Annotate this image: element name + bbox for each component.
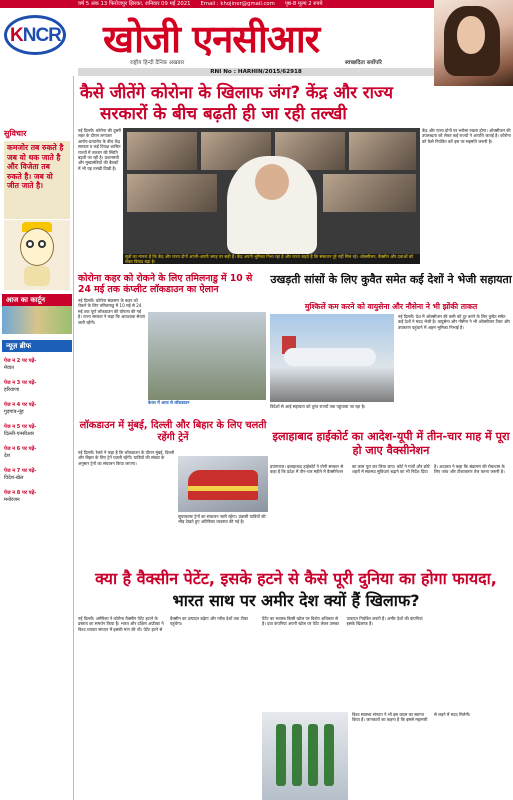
story4-body-b: सुपरफास्ट ट्रेनों का संचालन जारी रहेगा। प्रवासी यात्रियों की भीड़ देखते हुए अतिरिक्त व्यवस्था की गई है।	[178, 514, 266, 525]
vaccine-photo	[262, 712, 348, 800]
news-brief-item	[4, 380, 70, 394]
news-brief-item	[4, 402, 70, 416]
news-brief-item-head: पेज न 4 पर पढ़ें-	[4, 402, 37, 408]
story6-body-b: पेटेंट का मतलब किसी खोज पर विशेष अधिकार से है। दवा कंपनियां अपनी खोज पर पेटेंट लेकर उसका उत्पादन नियंत्रित करती हैं। अमीर देशों की कंपनियां इसके खिलाफ हैं।	[262, 616, 423, 627]
story2-body: नई दिल्ली। कोरोना संक्रमण के कहर को रोकने के लिए तमिलनाडु में 10 मई से 24 मई तक पूर्ण लॉकडाउन की घोषणा की गई है। राज्य सरकार ने कहा कि आवश्यक सेवाएं जारी रहेंगी।	[78, 298, 146, 325]
news-brief-item	[4, 446, 70, 460]
lead-headline-1: कैसे जीतेंगे कोरोना के खिलाफ जंग? केंद्र और राज्य	[80, 83, 393, 102]
aaj-cartoon-title: आज का कार्टून	[2, 294, 72, 306]
story2-photo	[148, 312, 266, 400]
news-brief-item-head: पेज न 6 पर पढ़ें-	[4, 446, 37, 452]
story6-body-c: विश्व स्वास्थ्य संगठन ने भी इस कदम का स्वागत किया है। जानकारों का कहना है कि इससे महामारी से लड़ने में मदद मिलेगी।	[352, 712, 471, 723]
tagline-right: स्वच्छदिता सर्वोपरि	[345, 60, 382, 66]
story2-headline: कोरोना कहर को रोकने के लिए तमिलनाडु में 10 से 24 मई तक कंप्लीट लॉकडाउन का ऐलान	[78, 273, 253, 295]
news-brief-item-section: दिल्ली-एनसीआर	[4, 431, 35, 437]
lead-photo	[123, 128, 420, 254]
story6-headline-2: भारत साथ पर अमीर देश क्यों हैं खिलाफ?	[172, 591, 420, 610]
news-brief-item-section: विदेश-खेल	[4, 475, 24, 481]
news-brief-item-section: गुड़गांव-नूंह	[4, 409, 24, 415]
train-photo	[178, 456, 268, 512]
cartoon-strip-image	[2, 306, 72, 334]
news-brief-item-section: देश	[4, 453, 11, 459]
news-brief-item-head: पेज न 8 पर पढ़ें-	[4, 490, 37, 496]
news-brief-item-section: मेवात	[4, 365, 14, 371]
story3-photo	[270, 314, 394, 402]
story3-subhead: मुश्किलें कम करने को वायुसेना और नौसेना ने भी झोंकी ताकत	[304, 302, 478, 311]
story5-body: प्रयागराज। इलाहाबाद हाईकोर्ट ने योगी सरकार से कहा है कि प्रदेश में तीन-चार महीने में वैक्सीनेशन का काम पूरा कर लिया जाए। कोर्ट ने गांवों और छोटे शहरों में स्वास्थ्य सुविधाएं बढ़ाने का भी निर्देश दिया है। अदालत ने कहा कि संक्रमण की रोकथाम के लिए जांच और टीकाकरण तेज करना जरूरी है।	[270, 464, 505, 475]
news-brief-item-head: पेज न 7 पर पढ़ें-	[4, 468, 37, 474]
story2-photo-caption: केरल में आज से लॉकडाउन	[148, 400, 190, 405]
news-brief-item-head: पेज न 2 पर पढ़ें-	[4, 358, 37, 364]
cartoon-image	[4, 220, 70, 290]
suvichar-text: कमजोर तब रुकते है जब वो थक जाते है और विजेता तब रुकते है। जब वो जीत जाते है।	[4, 141, 70, 219]
story6-headline-1: क्या है वैक्सीन पेटेंट, इसके हटने से कैसे पूरी दुनिया का होगा फायदा,	[95, 569, 497, 588]
news-brief-item	[4, 358, 70, 372]
rni-bar: RNI No : HARHIN/2015/62918	[78, 68, 434, 76]
email-info: Email : khojiner@gmail.com	[200, 1, 275, 7]
suvichar-title: सुविचार	[4, 129, 27, 138]
news-brief-item	[4, 490, 70, 504]
story4-body: नई दिल्ली। रेलवे ने कहा है कि लॉकडाउन के दौरान मुंबई, दिल्ली और बिहार के लिए ट्रेनें चलती रहेंगी। यात्रियों की संख्या के अनुसार ट्रेनों का संचालन किया जाएगा।	[78, 450, 175, 466]
logo-text: KNCR	[10, 25, 61, 46]
news-brief-title: न्यूज़ ब्रीफ	[2, 340, 72, 352]
lead-headline-2: सरकारों के बीच बढ़ती ही जा रही तल्खी	[100, 104, 347, 124]
lead-photo-caption: सूत्रों का मानना है कि केंद्र और राज्य दोनों अपनी-अपनी जगह पर सही हैं। केंद्र अपनी भूमिका निभा रहा है और राज्य कहते हैं कि संसाधन पूरे नहीं मिल रहे। ऑक्सीजन, वैक्सीन और दवाओं को लेकर विवाद बढ़ा है।	[123, 254, 420, 264]
tagline-left: राष्ट्रीय हिन्दी दैनिक अखबार	[130, 60, 185, 66]
news-brief-item	[4, 424, 70, 438]
story3-body: नई दिल्ली। देश में ऑक्सीजन की कमी को दूर करने के लिए कुवैत समेत कई देशों ने मदद भेजी है। वायुसेना और नौसेना ने भी ऑक्सीजन टैंकर और उपकरण पहुंचाने में अहम भूमिका निभाई है।	[398, 314, 510, 330]
lead-body-right: केंद्र और राज्य दोनों पर भरोसा रखना होगा। ऑक्सीजन की उपलब्धता को लेकर कई राज्यों ने आपत्ति जताई है। कोरोना को कैसे नियंत्रित करें इस पर सहमति जरूरी है।	[422, 128, 511, 144]
page-info: पृष्ठ-8 मूल्य 2 रुपये	[284, 1, 323, 7]
model-photo	[434, 0, 513, 86]
story4-headline: लॉकडाउन में मुंबई, दिल्ली और बिहार के लिए चलती रहेंगी ट्रेनें	[79, 420, 267, 443]
news-brief-item-section: हरियाणा	[4, 387, 20, 393]
edition-info: वर्ष 5 अंक 13 फिरोजपुर झिरका, शनिवार 09 मई 2021	[78, 1, 191, 7]
story3-body-b: विदेशों से आई सहायता को तुरंत राज्यों तक पहुंचाया जा रहा है।	[270, 404, 366, 409]
newspaper-title: खोजी एनसीआर	[103, 17, 320, 61]
lead-body-left: नई दिल्ली। कोरोना की दूसरी लहर के दौरान लगातार आरोप-प्रत्यारोप के बीच केंद्र सरकार व कई विपक्ष शासित राज्यों में तकरार की स्थिति बढ़ती जा रही है। प्रधानमंत्री और मुख्यमंत्रियों की बैठकों में भी यह तल्खी दिखी है।	[78, 128, 122, 171]
news-brief-item	[4, 468, 70, 482]
logo	[0, 9, 74, 57]
news-brief-item-head: पेज न 5 पर पढ़ें-	[4, 424, 37, 430]
story5-headline: इलाहाबाद हाईकोर्ट का आदेश-यूपी में तीन-चार माह में पूरा हो जाए वैक्सीनेशन	[272, 430, 510, 457]
story3-headline: उखड़ती सांसों के लिए कुवैत समेत कई देशों ने भेजी सहायता	[270, 273, 512, 286]
news-brief-item-section: मनोरंजन	[4, 497, 20, 503]
story6-body: नई दिल्ली। अमेरिका ने कोरोना वैक्सीन पेटेंट हटाने के प्रस्ताव का समर्थन किया है। भारत और दक्षिण अफ्रीका ने विश्व व्यापार संगठन में इसकी मांग की थी। पेटेंट हटने से वैक्सीन का उत्पादन बढ़ेगा और गरीब देशों तक टीका पहुंचेगा।	[78, 616, 249, 632]
news-brief-item-head: पेज न 3 पर पढ़ें-	[4, 380, 37, 386]
